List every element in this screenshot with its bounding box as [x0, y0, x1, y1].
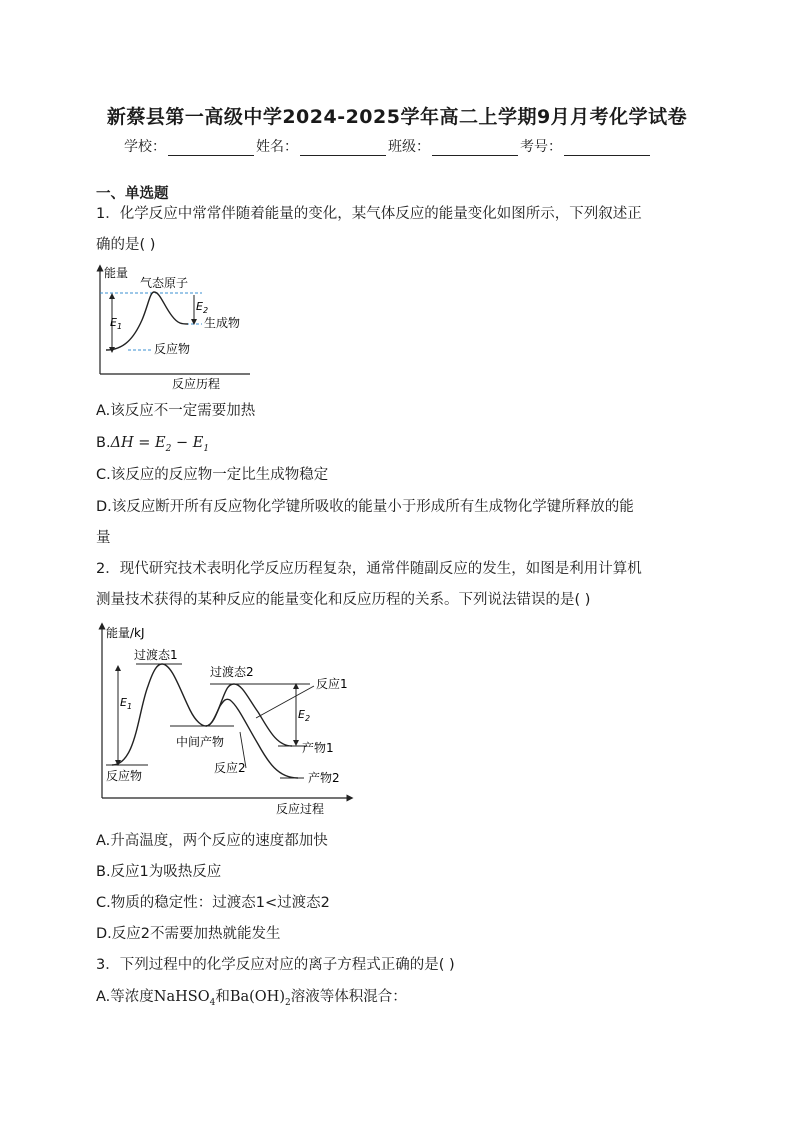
e2-label: $E_2$	[298, 708, 311, 723]
class-blank[interactable]	[432, 139, 518, 156]
product-label: 生成物	[204, 316, 241, 330]
question-1-option-b: $B.\Delta H = E_2 - E_1$	[96, 435, 210, 454]
question-2-option-b: B.反应1为吸热反应	[96, 864, 222, 880]
question-3-option-a: A.等浓度NaHSO$_4$和$Ba(OH)_2$溶液等体积混合：	[96, 989, 407, 1008]
question-1-option-c: C.该反应的反应物一定比生成物稳定	[96, 467, 329, 483]
product1-label: 产物1	[302, 741, 334, 755]
name-blank[interactable]	[300, 139, 386, 156]
reactant-label: 反应物	[154, 342, 191, 356]
question-1-option-a: A.该反应不一定需要加热	[96, 403, 256, 419]
question-2-option-c: C.物质的稳定性：过渡态1<过渡态2	[96, 895, 330, 911]
question-3-stem: 3．下列过程中的化学反应对应的离子方程式正确的是( )	[96, 957, 455, 973]
question-1-stem	[96, 199, 696, 261]
y-axis-label: 能量	[104, 266, 129, 280]
x-axis-label: 反应过程	[276, 802, 325, 816]
curve-main	[112, 664, 292, 765]
y-axis-label: 能量/kJ	[106, 626, 145, 640]
number-label: 考号：	[520, 139, 562, 155]
school-label: 学校：	[124, 139, 166, 155]
question-1-energy-diagram	[90, 262, 260, 392]
question-2-stem	[96, 554, 696, 616]
ts1-label: 过渡态1	[134, 648, 178, 662]
reaction1-label: 反应1	[316, 677, 348, 691]
question-1-line1: 1．化学反应中常常伴随着能量的变化，某气体反应的能量变化如图所示，下列叙述正	[96, 206, 642, 222]
number-blank[interactable]	[564, 139, 650, 156]
question-1-line2: 确的是( )	[96, 237, 156, 253]
question-2-line1: 2．现代研究技术表明化学反应历程复杂，通常伴随副反应的发生，如图是利用计算机	[96, 561, 642, 577]
student-info-line	[124, 136, 652, 156]
name-label: 姓名：	[256, 139, 298, 155]
class-label: 班级：	[388, 139, 430, 155]
school-blank[interactable]	[168, 139, 254, 156]
ts2-label: 过渡态2	[210, 665, 254, 679]
section-heading: 一、单选题	[96, 186, 169, 202]
e2-label: $E_2$	[196, 300, 209, 315]
x-axis-label: 反应历程	[172, 377, 221, 391]
question-2-option-d: D.反应2不需要加热就能发生	[96, 926, 281, 942]
question-1-option-d: D.该反应断开所有反应物化学键所吸收的能量小于形成所有生成物化学键所释放的能 量	[96, 499, 634, 546]
reaction2-label: 反应2	[214, 761, 246, 775]
question-2-line2: 测量技术获得的某种反应的能量变化和反应历程的关系。下列说法错误的是( )	[96, 592, 591, 608]
question-2-option-a: A.升高温度，两个反应的速度都加快	[96, 833, 328, 849]
page-title: 新蔡县第一高级中学2024-2025学年高二上学期9月月考化学试卷	[106, 106, 688, 128]
intermediate-label: 中间产物	[176, 735, 225, 749]
e1-label: $E_1$	[110, 316, 123, 331]
question-2-energy-diagram	[92, 620, 362, 820]
e1-label: $E_1$	[120, 696, 133, 711]
top-label: 气态原子	[140, 276, 189, 290]
reactant-label: 反应物	[106, 769, 143, 783]
product2-label: 产物2	[308, 771, 340, 785]
